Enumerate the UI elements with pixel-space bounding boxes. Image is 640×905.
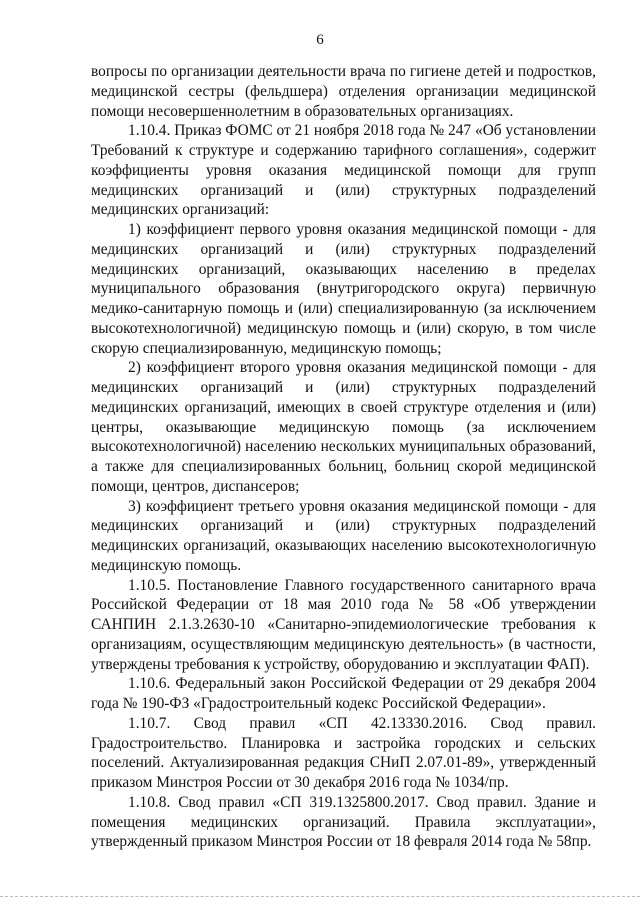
paragraph: 3) коэффициент третьего уровня оказания медицинской помощи - для медицинских организаций и (или) структурных подразделений медицинских организаций, оказывающих населению высокотехнологичную медицинскую помощь. bbox=[91, 497, 596, 574]
paragraph: 1.10.7. Свод правил «СП 42.13330.2016. Свод правил. Градостроительство. Планировка и застройка городских и сельских поселений. Актуализированная редакция СНиП 2.07.01-89», утвержденный приказом Минстроя России от 30 декабря 2016 года № 1034/пр. bbox=[91, 714, 596, 791]
paragraph: 1.10.8. Свод правил «СП 319.1325800.2017. Свод правил. Здание и помещения медицинских организаций. Правила эксплуатации», утвержденный приказом Минстроя России от 18 февраля 2014 года № 58пр. bbox=[91, 793, 596, 851]
paragraph: 2) коэффициент второго уровня оказания медицинской помощи - для медицинских организаций и (или) структурных подразделений медицинских организаций, имеющих в своей структуре отделения и (или) центры, оказывающие медицинскую помощь (за исключением высокотехнологичной) населению нескольких муниципальных образований, а также для специализированных больниц, больниц скорой медицинской помощи, центров, диспансеров; bbox=[91, 359, 596, 495]
paragraph: 1.10.4. Приказ ФОМС от 21 ноября 2018 года № 247 «Об установлении Требований к структуре и содержанию тарифного соглашения», содержит коэффициенты уровня оказания медицинской помощи для групп медицинских организаций и (или) структурных подразделений медицинских организаций: bbox=[91, 122, 596, 219]
paragraph: 1) коэффициент первого уровня оказания медицинской помощи - для медицинских организаций и (или) структурных подразделений медицинских организаций, оказывающих населению в пределах муниципального образования (внутригородского округа) первичную медико-санитарную помощь и (или) специализированную (за исключением высокотехнологичной) медицинскую помощь и (или) скорую, в том числе скорую специализированную, медицинскую помощь; bbox=[91, 221, 596, 357]
paragraph: вопросы по организации деятельности врача по гигиене детей и подростков, медицинской сестры (фельдшера) отделения организации медицинской помощи несовершеннолетним в образовательных организациях. bbox=[91, 63, 596, 120]
document-body bbox=[91, 62, 596, 852]
paragraph: 1.10.5. Постановление Главного государственного санитарного врача Российской Федерации от 18 мая 2010 года № 58 «Об утверждении САНПИН 2.1.3.2630-10 «Санитарно-эпидемиологические требования к организациям, осуществляющим медицинскую деятельность» (в частности, утверждены требования к устройству, оборудованию и эксплуатации ФАП). bbox=[91, 576, 596, 673]
page-bottom-edge bbox=[0, 896, 640, 897]
paragraph: 1.10.6. Федеральный закон Российской Федерации от 29 декабря 2004 года № 190-ФЗ «Градостроительный кодекс Российской Федерации». bbox=[91, 675, 596, 712]
page-number: 6 bbox=[316, 32, 324, 48]
